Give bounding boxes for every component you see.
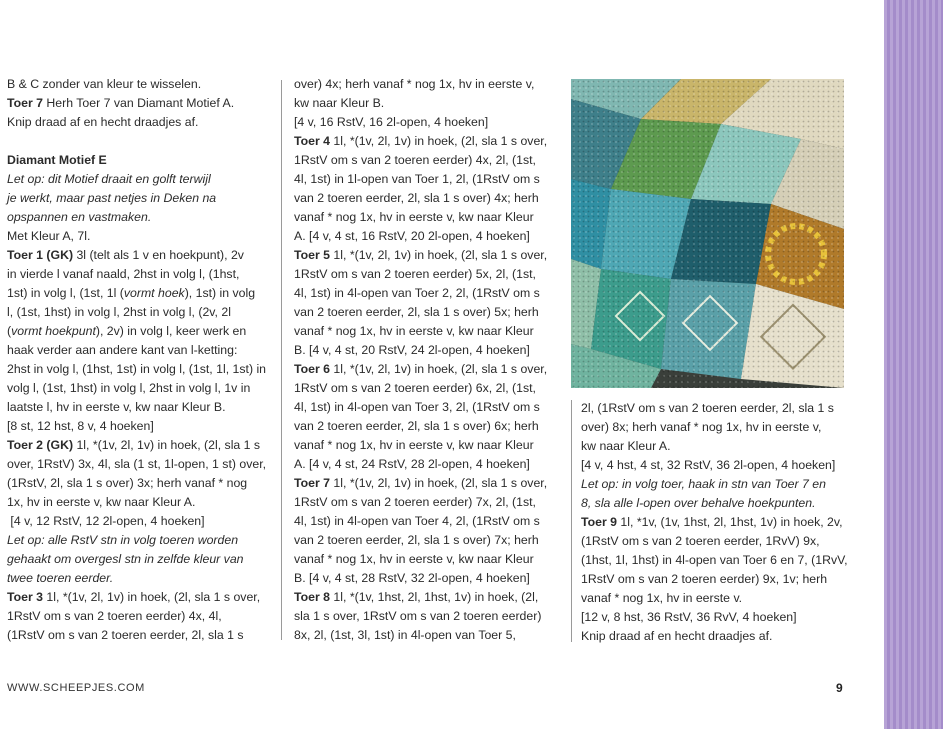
text-run: Herh Toer 7 van Diamant Motief A. <box>43 96 235 110</box>
round-label: Toer 6 <box>294 362 330 376</box>
round-label: Toer 9 <box>581 515 617 529</box>
text-line: vanaf * nog 1x, hv in eerste v. <box>581 591 743 605</box>
round-label: Toer 1 (GK) <box>7 248 74 262</box>
text-line: 1RstV om s van 2 toeren eerder) 5x, 2l, (1st, <box>294 267 536 281</box>
page-number: 9 <box>836 681 843 695</box>
text-line: in vierde l vanaf naald, 2hst in volg l, (1hst, <box>7 267 240 281</box>
crochet-blanket-photo <box>571 79 844 388</box>
round-label: Toer 8 <box>294 590 330 604</box>
note-line: twee toeren eerder. <box>7 571 114 585</box>
text-line <box>7 436 275 455</box>
text-run: 1l, *(1v, 1hst, 2l, 1hst, 1v) in hoek, (2l, <box>330 590 539 604</box>
text-run: 1l, *1v, (1v, 1hst, 2l, 1hst, 1v) in hoek, 2v, <box>617 515 843 529</box>
text-line: haak verder aan andere kant van l-ketting: <box>7 343 238 357</box>
text-line: 4l, 1st) in 1l-open van Toer 1, 2l, (1RstV om s <box>294 172 540 186</box>
text-column-1 <box>7 75 275 645</box>
text-run: 1l, *(1v, 2l, 1v) in hoek, (2l, sla 1 s over, <box>330 362 548 376</box>
note-line: Let op: in volg toer, haak in stn van Toer 7 en <box>581 477 826 491</box>
round-label: Toer 3 <box>7 590 43 604</box>
text-line: vanaf * nog 1x, hv in eerste v, kw naar Kleur <box>294 210 534 224</box>
text-line: 1RstV om s van 2 toeren eerder) 4x, 2l, (1st, <box>294 153 536 167</box>
text-run: 1l, *(1v, 2l, 1v) in hoek, (2l, sla 1 s over, <box>43 590 261 604</box>
text-line: [4 v, 12 RstV, 12 2l-open, 4 hoeken] <box>7 514 205 528</box>
text-line: (1RstV om s van 2 toeren eerder, 1RvV) 9x, <box>581 534 820 548</box>
note-line: gehaakt om overgesl stn in zelfde kleur van <box>7 552 244 566</box>
text-line: (1hst, 1l, 1hst) in 4l-open van Toer 6 en 7, (1RvV, <box>581 553 848 567</box>
note-line: je werkt, maar past netjes in Deken na <box>7 191 217 205</box>
text-line: van 2 toeren eerder, 2l, sla 1 s over) 4x; herh <box>294 191 539 205</box>
text-run: 1l, *(1v, 2l, 1v) in hoek, (2l, sla 1 s <box>73 438 261 452</box>
text-line <box>7 588 275 607</box>
text-line: van 2 toeren eerder, 2l, sla 1 s over) 5x; herh <box>294 305 539 319</box>
text-line: B & C zonder van kleur te wisselen. <box>7 77 202 91</box>
text-run: 1l, *(1v, 2l, 1v) in hoek, (2l, sla 1 s over, <box>330 134 548 148</box>
column-divider <box>281 80 282 640</box>
text-line: Met Kleur A, 7l. <box>7 229 91 243</box>
text-line: volg l, (1st, 1hst) in volg l, 2hst in volg l, 1v in <box>7 381 251 395</box>
section-heading: Diamant Motief E <box>7 153 107 167</box>
text-line: [8 st, 12 hst, 8 v, 4 hoeken] <box>7 419 154 433</box>
text-line: B. [4 v, 4 st, 20 RstV, 24 2l-open, 4 hoeken] <box>294 343 530 357</box>
text-line <box>294 588 558 607</box>
text-line: kw naar Kleur A. <box>581 439 671 453</box>
round-label: Toer 7 <box>294 476 330 490</box>
round-label: Toer 2 (GK) <box>7 438 74 452</box>
round-label: Toer 5 <box>294 248 330 262</box>
text-line: over) 8x; herh vanaf * nog 1x, hv in eerste v, <box>581 420 822 434</box>
text-run: ), 1st) in volg <box>184 286 256 300</box>
text-run: 1l, *(1v, 2l, 1v) in hoek, (2l, sla 1 s over, <box>330 248 548 262</box>
text-line: laatste l, hv in eerste v, kw naar Kleur B. <box>7 400 226 414</box>
text-line: (1RstV om s van 2 toeren eerder, 2l, sla 1 s <box>7 628 244 642</box>
text-line: 2hst in volg l, (1hst, 1st) in volg l, (1st, 1l, 1st) in <box>7 362 267 376</box>
text-line: van 2 toeren eerder, 2l, sla 1 s over) 6x; herh <box>294 419 539 433</box>
text-line: 1x, hv in eerste v, kw naar Kleur A. <box>7 495 196 509</box>
note-line: 8, sla alle l-open over behalve hoekpunten. <box>581 496 816 510</box>
text-run: ( <box>7 324 12 338</box>
text-line: [4 v, 16 RstV, 16 2l-open, 4 hoeken] <box>294 115 489 129</box>
text-line: 4l, 1st) in 4l-open van Toer 2, 2l, (1RstV om s <box>294 286 540 300</box>
text-run: ), 2v) in volg l, keer werk en <box>95 324 247 338</box>
text-line: A. [4 v, 4 st, 16 RstV, 20 2l-open, 4 hoeken] <box>294 229 530 243</box>
text-line: Knip draad af en hecht draadjes af. <box>7 115 199 129</box>
text-line: vanaf * nog 1x, hv in eerste v, kw naar Kleur <box>294 438 534 452</box>
text-column-2 <box>294 75 558 645</box>
text-column-3 <box>581 399 863 646</box>
text-line: van 2 toeren eerder, 2l, sla 1 s over) 7x; herh <box>294 533 539 547</box>
note-line: Let op: alle RstV stn in volg toeren worden <box>7 533 239 547</box>
text-line <box>294 360 558 379</box>
decorative-side-stripe <box>884 0 943 729</box>
text-line: over) 4x; herh vanaf * nog 1x, hv in eerste v, <box>294 77 535 91</box>
text-line: 8x, 2l, (1st, 3l, 1st) in 4l-open van Toer 5, <box>294 628 516 642</box>
text-line: 1RstV om s van 2 toeren eerder) 7x, 2l, (1st, <box>294 495 536 509</box>
text-line <box>7 284 275 303</box>
round-label: Toer 7 <box>7 96 43 110</box>
note-line: Let op: dit Motief draait en golft terwijl <box>7 172 211 186</box>
text-line: A. [4 v, 4 st, 24 RstV, 28 2l-open, 4 hoeken] <box>294 457 530 471</box>
text-run: 1l, *(1v, 2l, 1v) in hoek, (2l, sla 1 s over, <box>330 476 548 490</box>
text-line: B. [4 v, 4 st, 28 RstV, 32 2l-open, 4 hoeken] <box>294 571 530 585</box>
text-line: vanaf * nog 1x, hv in eerste v, kw naar Kleur <box>294 552 534 566</box>
text-line: vanaf * nog 1x, hv in eerste v, kw naar Kleur <box>294 324 534 338</box>
text-line <box>7 246 275 265</box>
column-divider <box>571 400 572 642</box>
text-run-italic: vormt hoek <box>123 286 185 300</box>
text-line: 4l, 1st) in 4l-open van Toer 3, 2l, (1RstV om s <box>294 400 540 414</box>
text-line: over, 1RstV) 3x, 4l, sla (1 st, 1l-open, 1 st) over, <box>7 457 267 471</box>
text-line: 2l, (1RstV om s van 2 toeren eerder, 2l, sla 1 s <box>581 401 834 415</box>
text-line <box>294 474 558 493</box>
text-line: 1RstV om s van 2 toeren eerder) 4x, 4l, <box>7 609 222 623</box>
text-line: 4l, 1st) in 4l-open van Toer 4, 2l, (1RstV om s <box>294 514 540 528</box>
text-line <box>7 94 275 113</box>
text-run: 3l (telt als 1 v en hoekpunt), 2v <box>73 248 244 262</box>
text-line: [12 v, 8 hst, 36 RstV, 36 RvV, 4 hoeken] <box>581 610 797 624</box>
text-line: [4 v, 4 hst, 4 st, 32 RstV, 36 2l-open, 4 hoeken] <box>581 458 836 472</box>
text-line: 1RstV om s van 2 toeren eerder) 9x, 1v; herh <box>581 572 828 586</box>
note-line: opspannen en vastmaken. <box>7 210 152 224</box>
text-run-italic: vormt hoekpunt <box>11 324 96 338</box>
text-line: 1RstV om s van 2 toeren eerder) 6x, 2l, (1st, <box>294 381 536 395</box>
text-line: kw naar Kleur B. <box>294 96 385 110</box>
text-line <box>7 322 275 341</box>
text-run: 1st) in volg l, (1st, 1l ( <box>7 286 124 300</box>
text-line: Knip draad af en hecht draadjes af. <box>581 629 773 643</box>
text-line: l, (1st, 1hst) in volg l, 2hst in volg l, (2v, 2l <box>7 305 231 319</box>
round-label: Toer 4 <box>294 134 330 148</box>
footer-website-link[interactable]: WWW.SCHEEPJES.COM <box>7 682 145 694</box>
text-line: (1RstV, 2l, sla 1 s over) 3x; herh vanaf * nog <box>7 476 248 490</box>
text-line <box>581 513 863 532</box>
text-line <box>294 132 558 151</box>
text-line <box>294 246 558 265</box>
text-line: sla 1 s over, 1RstV om s van 2 toeren eerder) <box>294 609 542 623</box>
